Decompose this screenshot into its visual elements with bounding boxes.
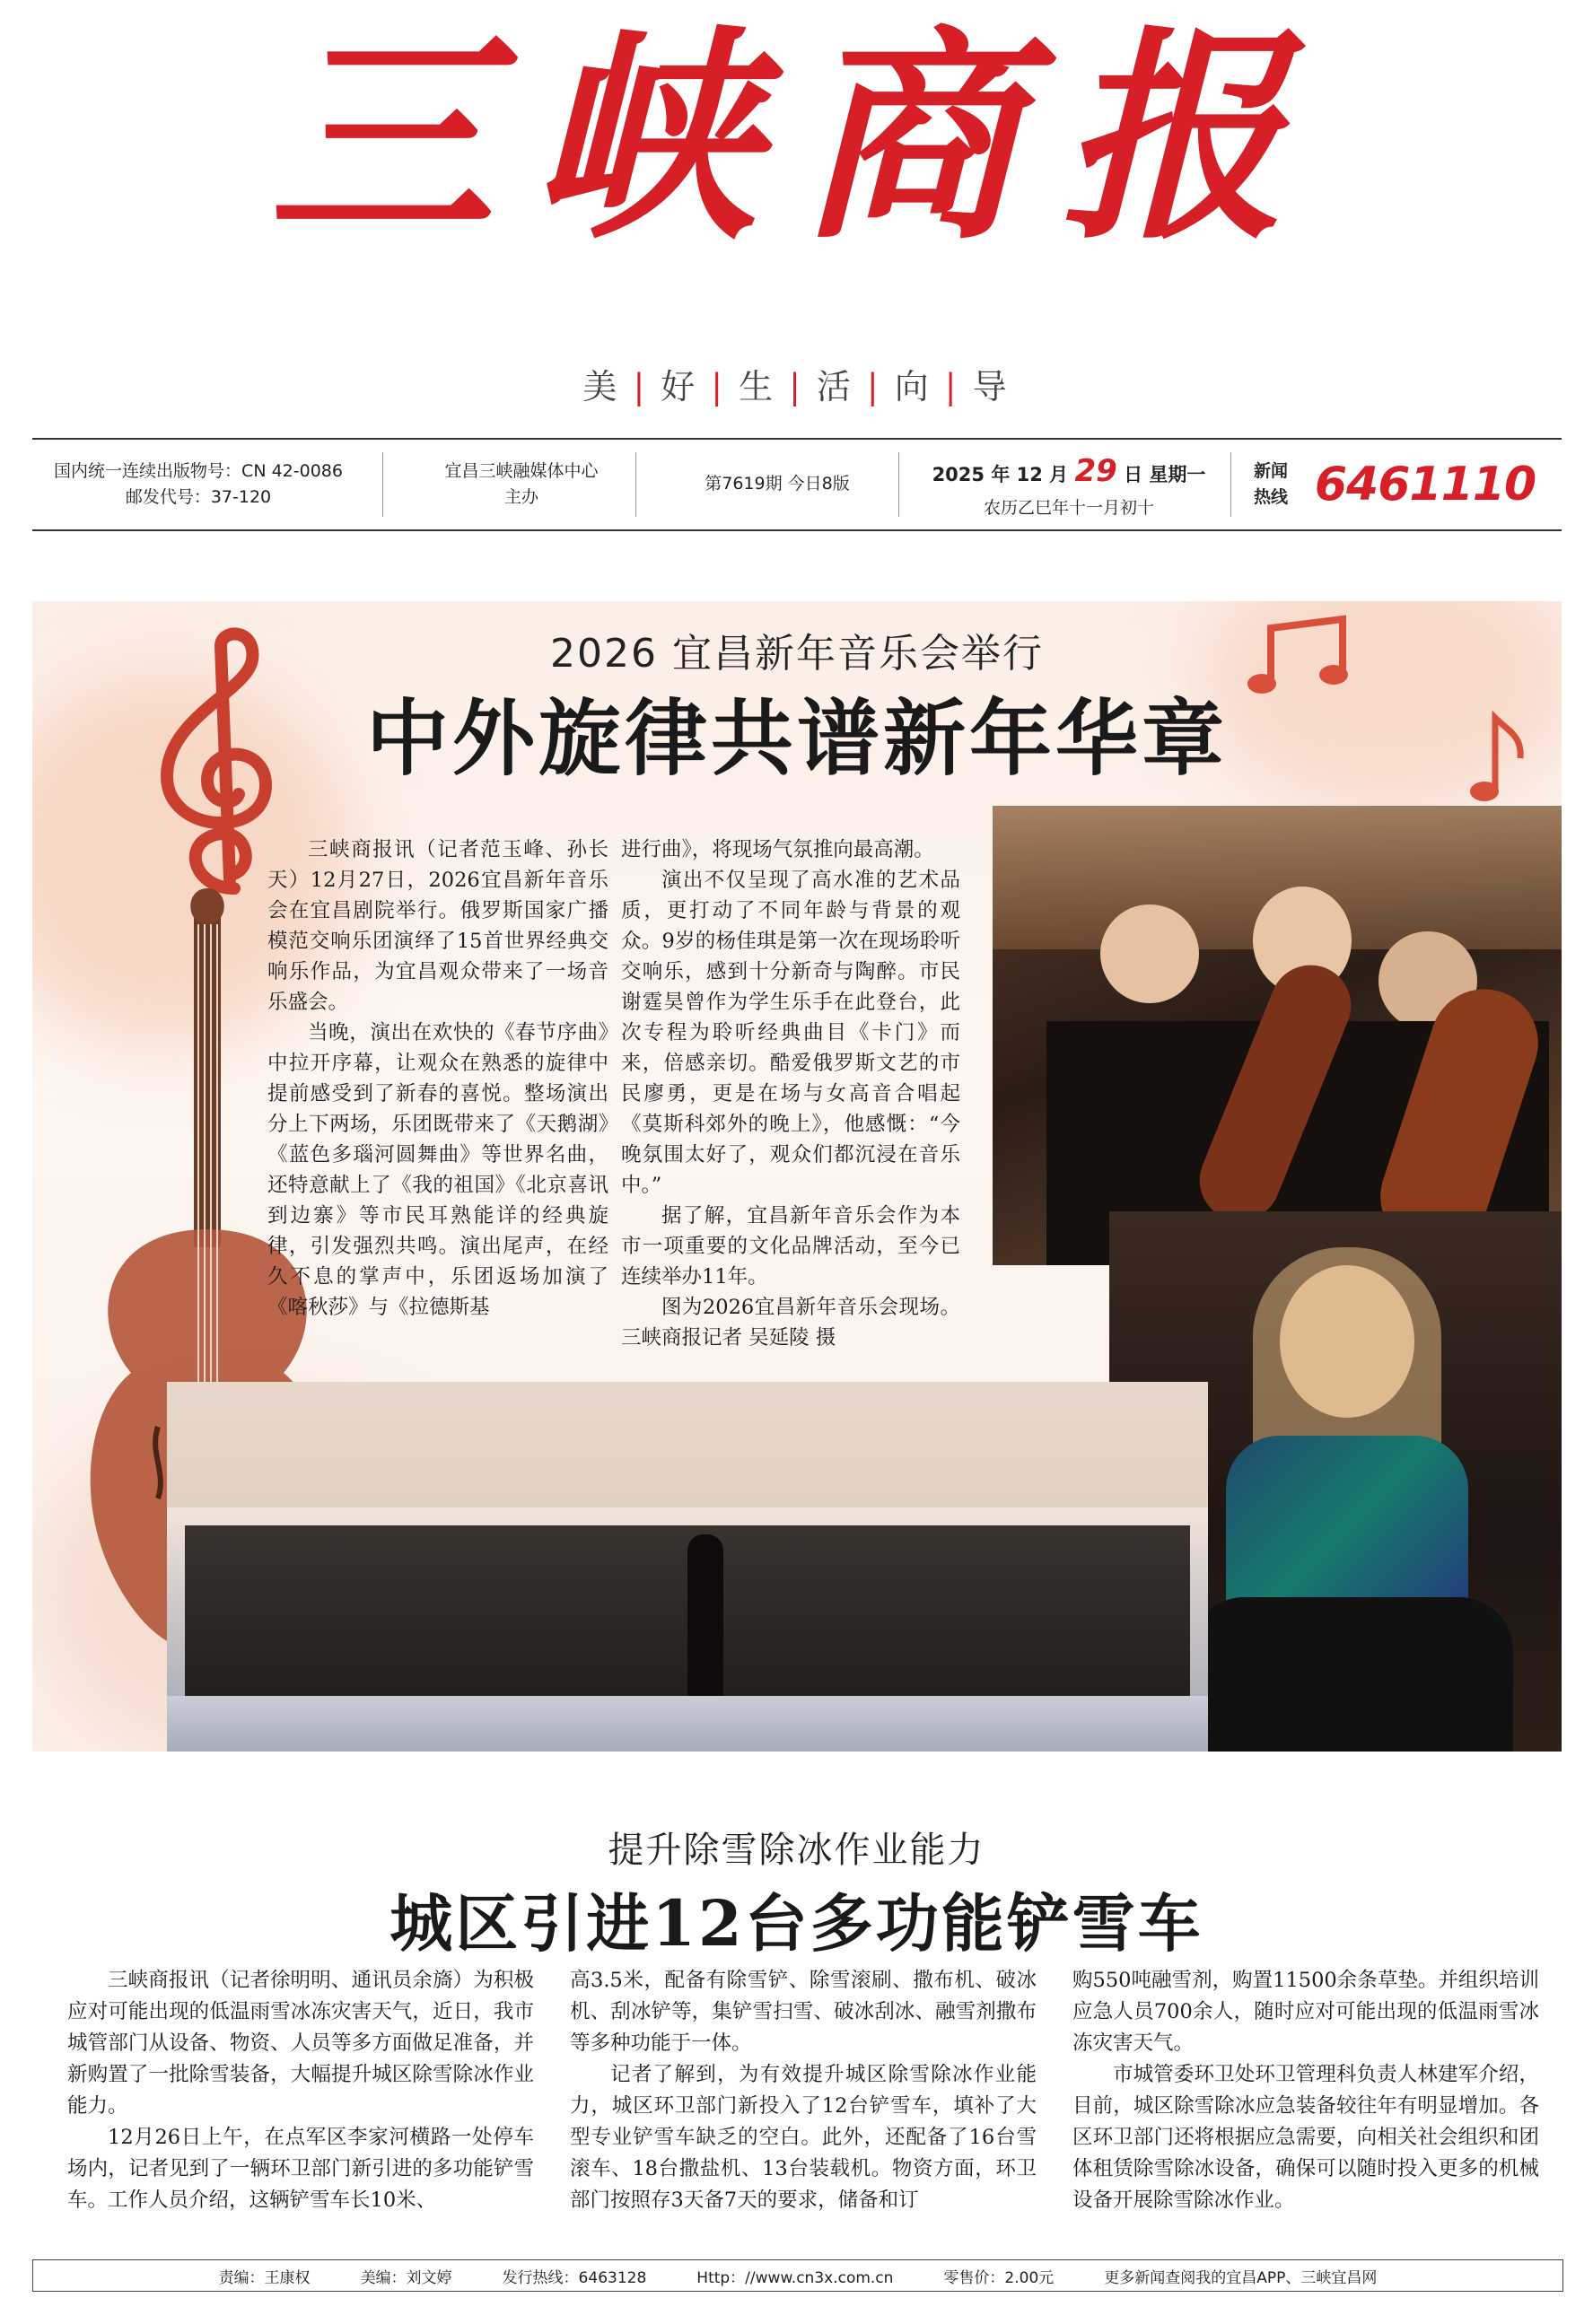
issue-number — [643, 452, 912, 517]
paragraph: 据了解，宜昌新年音乐会作为本市一项重要的文化品牌活动，至今已连续举办11年。 — [621, 1204, 960, 1289]
footer-more-news: 更多新闻查阅我的宜昌APP、三峡宜昌网 — [1104, 2268, 1378, 2287]
slogan-char: 导 — [972, 367, 1011, 406]
page-footer — [32, 2259, 1563, 2292]
publisher-name: 宜昌三峡融媒体中心 — [444, 460, 599, 481]
footer-website[interactable]: Http：//www.cn3x.com.cn — [696, 2268, 894, 2287]
publisher-info — [391, 452, 652, 517]
concert-subheadline: 2026 宜昌新年音乐会举行 — [550, 631, 1044, 677]
concert-feature — [32, 601, 1562, 1752]
masthead-logo: 三峡商报 — [268, 5, 1325, 269]
paragraph: 进行曲》，将现场气氛推向最高潮。 — [621, 838, 934, 861]
concert-headline: 中外旋律共谱新年华章 — [365, 690, 1228, 787]
postal-code-text: 邮发代号：37-120 — [125, 487, 272, 507]
paragraph: 12月26日上午，在点军区李家河横路一处停车场内，记者见到了一辆环卫部门新引进的多功能铲雪车。工作人员介绍，这辆铲雪车长10米、 — [67, 2126, 534, 2212]
paragraph: 高3.5米，配备有除雪铲、除雪滚刷、撒布机、破冰机、刮冰铲等，集铲雪扫雪、破冰刮冰、融雪剂撒布等多种功能于一体。 — [570, 1969, 1037, 2055]
hotline-number: 6461110 — [1314, 457, 1536, 511]
issue-date — [907, 452, 1230, 517]
paragraph: 当晚，演出在欢快的《春节序曲》中拉开序幕，让观众在熟悉的旋律中提前感受到了新春的喜悦。整场演出分上下两场，乐团既带来了《天鹅湖》《蓝色多瑙河圆舞曲》等世界名曲，还特意献上了《我的祖国》《北京喜讯到边寨》等市民耳熟能详的经典旋律，引发强烈共鸣。演出尾声，在经久不息的掌声中，乐团返场加演了《喀秋莎》与《拉德斯基 — [267, 1021, 608, 1319]
slogan-char: 向 — [894, 367, 932, 406]
issue-number-text: 第7619期 今日8版 — [705, 474, 850, 494]
snow-article-col1 — [67, 1965, 534, 2216]
snow-subheadline: 提升除雪除冰作业能力 — [608, 1830, 985, 1871]
photo-caption: 图为2026宜昌新年音乐会现场。三峡商报记者 吴延陵 摄 — [621, 1296, 960, 1350]
concert-stage-photo — [167, 1382, 1208, 1752]
issn-text: 国内统一连续出版物号：CN 42-0086 — [54, 460, 343, 481]
slogan-char: 好 — [661, 367, 699, 406]
paragraph: 三峡商报讯（记者徐明明、通讯员余旖）为积极应对可能出现的低温雨雪冰冻灾害天气，近日，我市城管部门从设备、物资、人员等多方面做足准备，并新购置了一批除雪装备，大幅提升城区除雪除冰作业能力。 — [67, 1969, 534, 2118]
footer-distribution: 发行热线：6463128 — [502, 2268, 647, 2287]
footer-price: 零售价：2.00元 — [943, 2268, 1055, 2287]
paragraph: 三峡商报讯（记者范玉峰、孙长天）12月27日，2026宜昌新年音乐会在宜昌剧院举行。俄罗斯国家广播模范交响乐团演绎了15首世界经典交响乐作品，为宜昌观众带来了一场音乐盛会。 — [267, 838, 608, 1014]
publisher-role: 主办 — [503, 487, 538, 507]
lunar-date-text: 农历乙巳年十一月初十 — [983, 497, 1154, 518]
paragraph: 演出不仅呈现了高水准的艺术品质，更打动了不同年龄与背景的观众。9岁的杨佳琪是第一次在现场聆听交响乐，感到十分新奇与陶醉。市民谢霆昊曾作为学生乐手在此登台，此次专程为聆听经典曲目《卡门》而来，倍感亲切。酷爱俄罗斯文艺的市民廖勇，更是在场与女高音合唱起《莫斯科郊外的晚上》，他感慨：“今晚氛围太好了，观众们都沉浸在音乐中。” — [621, 869, 960, 1197]
footer-editor: 责编：王康权 — [218, 2268, 311, 2287]
masthead-slogan: 美 | 好 | 生 | 活 | 向 | 导 — [582, 367, 1011, 406]
paragraph: 市城管委环卫处环卫管理科负责人林建军介绍，目前，城区除雪除冰应急装备较往年有明显增加。各区环卫部门还将根据应急需要，向相关社会组织和团体租赁除雪除冰设备，确保可以随时投入更多的机械设备开展除雪除冰作业。 — [1072, 2063, 1539, 2212]
paragraph: 购550吨融雪剂，购置11500余条草垫。并组织培训应急人员700余人，随时应对可能出现的低温雨雪冰冻灾害天气。 — [1072, 1969, 1539, 2055]
orchestra-closeup-photo — [993, 806, 1562, 1265]
slogan-char: 生 — [739, 367, 777, 406]
issue-date-text: 2025 年 12 月 29 日 星期一 — [932, 452, 1206, 489]
hotline-label: 新闻 热线 — [1253, 460, 1288, 507]
issue-day: 29 — [1074, 452, 1117, 489]
news-hotline — [1289, 452, 1562, 517]
snow-article-col3 — [1072, 1965, 1539, 2216]
issue-info-bar — [32, 438, 1562, 531]
concert-article-col1 — [267, 834, 608, 1323]
publication-codes — [32, 452, 364, 517]
paragraph: 记者了解到，为有效提升城区除雪除冰作业能力，城区环卫部门新投入了12台铲雪车，填补了大型专业铲雪车缺乏的空白。此外，还配备了16台雪滚车、18台撒盐机、13台装载机。物资方面，环卫部门按照存3天备7天的要求，储备和订 — [570, 2063, 1037, 2212]
footer-designer: 美编：刘文婷 — [360, 2268, 452, 2287]
snow-article-col2 — [570, 1965, 1037, 2216]
concert-article-col2 — [621, 834, 960, 1353]
slogan-char: 美 — [582, 367, 621, 406]
slogan-char: 活 — [816, 367, 854, 406]
snow-headline: 城区引进12台多功能铲雪车 — [389, 1886, 1204, 1961]
